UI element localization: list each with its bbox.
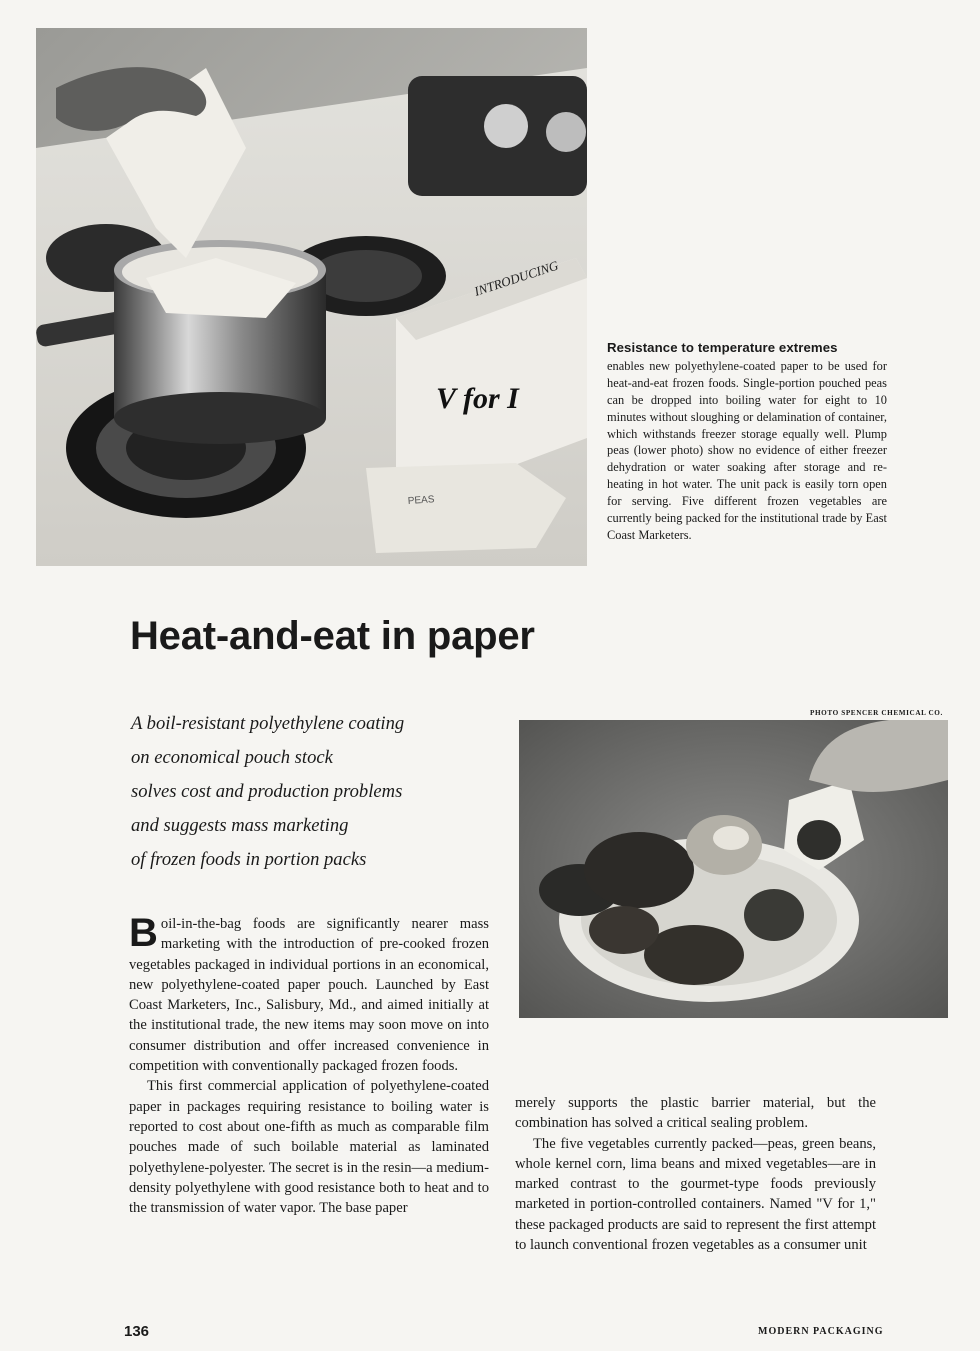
deck-line: and suggests mass marketing bbox=[131, 815, 349, 836]
photo-caption bbox=[607, 340, 887, 544]
article-paragraph: merely supports the plastic barrier material, but the combination has solved a critical sealing problem. bbox=[515, 1095, 876, 1132]
box-label-brand: V for I bbox=[436, 382, 519, 415]
article-column-left bbox=[129, 911, 489, 1218]
caption-body: enables new polyethylene-coated paper to be used for heat-and-eat frozen foods. Single-portion pouched peas can be dropped into boiling water for eight to 10 minutes without sloughing or delamination of container, which withstands freezer storage equally well. Plump peas (lower photo) show no evidence of either freezer dehydration or water soaking after storage and re-heating in hot water. The unit pack is easily torn open for serving. Five different frozen vegetables are currently being packed for the institutional trade by East Coast Marketers. bbox=[607, 358, 887, 542]
magazine-name: MODERN PACKAGING bbox=[758, 1326, 884, 1337]
article-column-right bbox=[515, 1093, 876, 1255]
drop-cap: B bbox=[129, 911, 158, 955]
paragraph-text: oil-in-the-bag foods are significantly nearer mass marketing with the introduction of pre-cooked frozen vegetables packaged in individual portions in an economical, new polyethylene-coated paper pouch. Launched by East Coast Marketers, Inc., Salisbury, Md., and aimed initially at the institutional trade, the new items may soon move on into consumer distribution and offer increased convenience in competition with conventionally packaged frozen foods. bbox=[129, 916, 489, 1075]
photo-credit: PHOTO SPENCER CHEMICAL CO. bbox=[810, 709, 943, 717]
deck-line: of frozen foods in portion packs bbox=[131, 849, 367, 870]
pouch-label: PEAS bbox=[407, 494, 435, 507]
page-number: 136 bbox=[124, 1323, 150, 1340]
article-title: Heat-and-eat in paper bbox=[130, 614, 535, 658]
article-paragraph: The five vegetables currently packed—peas, green beans, whole kernel corn, lima beans and mixed vegetables—are in marked contrast to the gourmet-type foods previously marketed in portion-controlled containers. Named "V for 1," these packaged products are said to represent the first attempt to launch conventional frozen vegetables as a consumer unit bbox=[515, 1135, 876, 1254]
deck-line: A boil-resistant polyethylene coating bbox=[131, 713, 405, 734]
stove-pot-illustration bbox=[36, 28, 587, 566]
plate-photo bbox=[519, 720, 948, 1018]
article-paragraph: This first commercial application of polyethylene-coated paper in packages requiring resistance to boiling water is reported to cost about one-fifth as much as comparable film pouches made of such boilable material as laminated polyethylene-polyester. The secret is in the resin—a medium-density polyethylene with good resistance both to heat and to the transmission of water vapor. The base paper bbox=[129, 1078, 489, 1217]
article-paragraph bbox=[129, 911, 489, 1076]
plate-illustration bbox=[519, 720, 948, 1018]
box-label-introducing: INTRODUCING bbox=[472, 257, 561, 299]
deck-line: on economical pouch stock bbox=[131, 747, 333, 768]
article-deck bbox=[131, 707, 491, 877]
stove-pot-photo bbox=[36, 28, 587, 566]
deck-line: solves cost and production problems bbox=[131, 781, 403, 802]
caption-heading: Resistance to temperature extremes bbox=[607, 340, 838, 355]
